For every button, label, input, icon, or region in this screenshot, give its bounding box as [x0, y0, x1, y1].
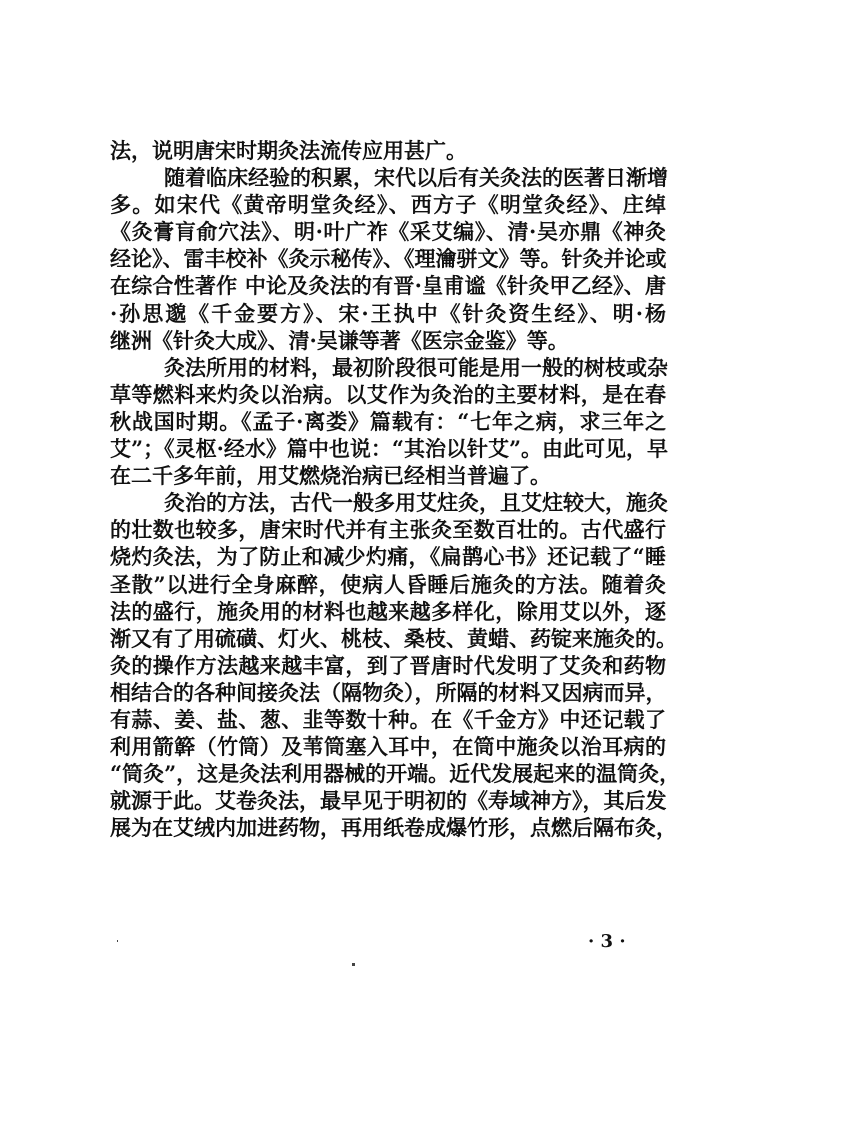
text-line: 法的盛行，施灸用的材料也越来越多样化，除用艾以外，逐	[110, 598, 666, 624]
text-line: 在综合性著作 中论及灸法的有晋·皇甫谧《针灸甲乙经》、唐	[110, 273, 666, 299]
text-line: 展为在艾绒内加进药物，再用纸卷成爆竹形，点燃后隔布灸，	[110, 815, 677, 841]
text-line: 烧灼灸法，为了防止和减少灼痛，《扁鹊心书》还记载了“睡	[110, 544, 666, 570]
text-line: 法，说明唐宋时期灸法流传应用甚广。	[110, 138, 467, 163]
text-line: 随着临床经验的积累，宋代以后有关灸法的医著日渐增	[164, 165, 668, 191]
scan-speck	[117, 940, 118, 942]
text-line: 渐又有了用硫磺、灯火、桃枝、桑枝、黄蜡、药锭来施灸的。	[110, 625, 677, 651]
text-line: 秋战国时期。《孟子·离娄》篇载有：“七年之病，求三年之	[110, 408, 666, 434]
text-line: 相结合的各种间接灸法（隔物灸），所隔的材料又因病而异，	[110, 679, 667, 705]
body-text	[110, 137, 681, 841]
text-line: “筒灸”，这是灸法利用器械的开端。近代发展起来的温筒灸，	[110, 761, 681, 787]
text-line: 继洲《针灸大成》、清·吴谦等著《医宗金鉴》等。	[110, 327, 569, 353]
text-line: 的壮数也较多，唐宋时代并有主张灸至数百壮的。古代盛行	[110, 517, 666, 543]
text-line: 有蒜、姜、盐、葱、韭等数十种。在《千金方》中还记载了	[110, 706, 666, 732]
scan-speck	[352, 963, 355, 966]
page-number: · 3 ·	[588, 931, 626, 952]
text-line: 经论》、雷丰校补《灸示秘传》、《理瀹骈文》等。针灸并论或	[110, 246, 667, 272]
text-line: 《灸膏肓俞穴法》、明·叶广祚《采艾编》、清·吴亦鼎《神灸	[110, 219, 666, 245]
text-line: 草等燃料来灼灸以治病。以艾作为灸治的主要材料，是在春	[110, 381, 666, 407]
text-line: 圣散”以进行全身麻醉，使病人昏睡后施灸的方法。随着灸	[110, 571, 666, 597]
text-line: 灸的操作方法越来越丰富，到了晋唐时代发明了艾灸和药物	[110, 652, 666, 678]
text-line: ·孙思邈《千金要方》、宋·王执中《针灸资生经》、明·杨	[110, 300, 666, 326]
text-line: 艾”；《灵枢·经水》篇中也说：“其治以针艾”。由此可见，早	[110, 436, 669, 462]
text-line: 多。如宋代《黄帝明堂灸经》、西方子《明堂灸经》、庄绰	[110, 192, 666, 218]
text-line: 利用箭簳（竹筒）及苇筒塞入耳中，在筒中施灸以治耳病的	[110, 734, 666, 760]
text-line: 灸治的方法，古代一般多用艾炷灸，且艾炷较大，施灸	[164, 490, 668, 516]
text-line: 在二千多年前，用艾燃烧治病已经相当普遍了。	[110, 463, 551, 489]
text-line: 就源于此。艾卷灸法，最早见于明初的《寿域神方》，其后发	[110, 788, 667, 814]
text-line: 灸法所用的材料，最初阶段很可能是用一般的树枝或杂	[164, 354, 668, 380]
